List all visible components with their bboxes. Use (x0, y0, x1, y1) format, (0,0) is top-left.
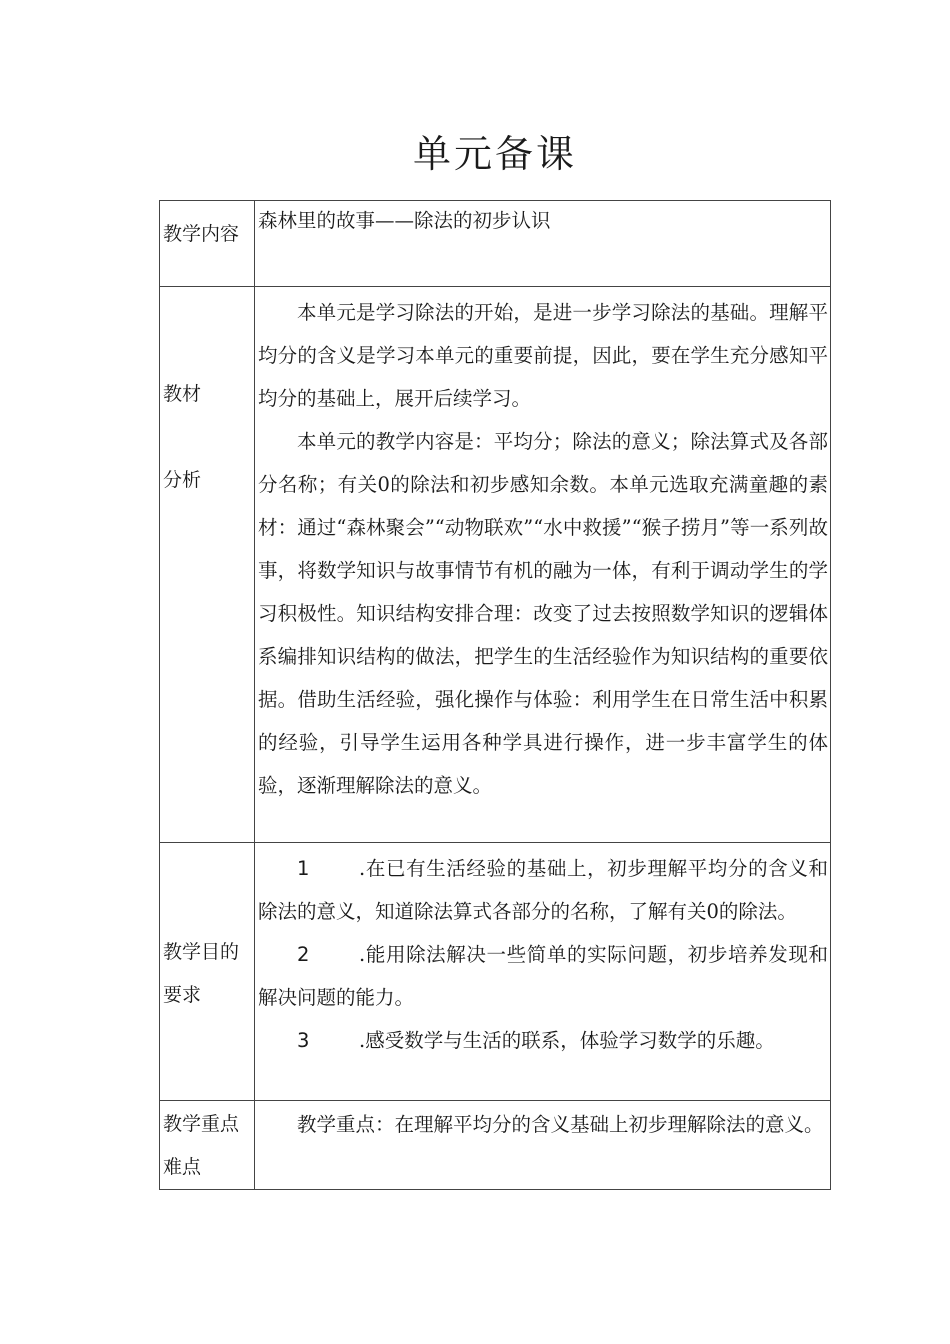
label-teaching-content-text: 教学内容 (163, 223, 240, 245)
label-material-analysis (160, 287, 255, 843)
row-teaching-goals (160, 843, 831, 1101)
material-analysis-cell (255, 287, 831, 843)
goal-number-2: 2 (297, 943, 310, 966)
label-teaching-goals-line2: 要求 (163, 984, 202, 1006)
goal-item-3 (258, 1019, 828, 1062)
teaching-goals-cell (255, 843, 831, 1101)
goal-item-1 (258, 847, 828, 933)
analysis-paragraph-1: 本单元是学习除法的开始，是进一步学习除法的基础。理解平均分的含义是学习本单元的重要前提，因此，要在学生充分感知平均分的基础上，展开后续学习。 (258, 301, 828, 410)
goal-text-3: .感受数学与生活的联系，体验学习数学的乐趣。 (359, 1029, 775, 1052)
goal-text-1: .在已有生活经验的基础上，初步理解平均分的含义和除法的意义，知道除法算式各部分的名称，了解有关0的除法。 (258, 857, 828, 923)
lesson-plan-table (159, 200, 831, 1190)
label-teaching-content (160, 201, 255, 287)
key-points-text: 教学重点：在理解平均分的含义基础上初步理解除法的意义。 (297, 1113, 824, 1136)
teaching-content-cell (255, 201, 831, 287)
document-title: 单元备课 (412, 132, 577, 176)
label-material-analysis-line1: 教材 (163, 383, 202, 405)
label-key-points-line1: 教学重点 (163, 1113, 240, 1135)
label-key-points (160, 1101, 255, 1190)
key-points-cell (255, 1101, 831, 1190)
label-material-analysis-line2: 分析 (163, 469, 202, 491)
row-teaching-content (160, 201, 831, 287)
row-key-difficult-points (160, 1101, 831, 1190)
row-material-analysis (160, 287, 831, 843)
goal-number-1: 1 (297, 857, 310, 880)
goal-item-2 (258, 933, 828, 1019)
label-teaching-goals (160, 843, 255, 1101)
goal-number-3: 3 (297, 1029, 310, 1052)
goal-text-2: .能用除法解决一些简单的实际问题，初步培养发现和解决问题的能力。 (258, 943, 828, 1009)
teaching-content-text: 森林里的故事——除法的初步认识 (258, 209, 551, 232)
analysis-paragraph-2: 本单元的教学内容是：平均分；除法的意义；除法算式及各部分名称；有关0的除法和初步感知余数。本单元选取充满童趣的素材：通过“森林聚会”“动物联欢”“水中救援”“猴子捞月”等一系列故事，将数学知识与故事情节有机的融为一体，有利于调动学生的学习积极性。知识结构安排合理：改变了过去按照数学知识的逻辑体系编排知识结构的做法，把学生的生活经验作为知识结构的重要依据。借助生活经验，强化操作与体验：利用学生在日常生活中积累的经验，引导学生运用各种学具进行操作，进一步丰富学生的体验，逐渐理解除法的意义。 (258, 430, 828, 797)
label-key-points-line2: 难点 (163, 1156, 202, 1178)
label-teaching-goals-line1: 教学目的 (163, 941, 240, 963)
